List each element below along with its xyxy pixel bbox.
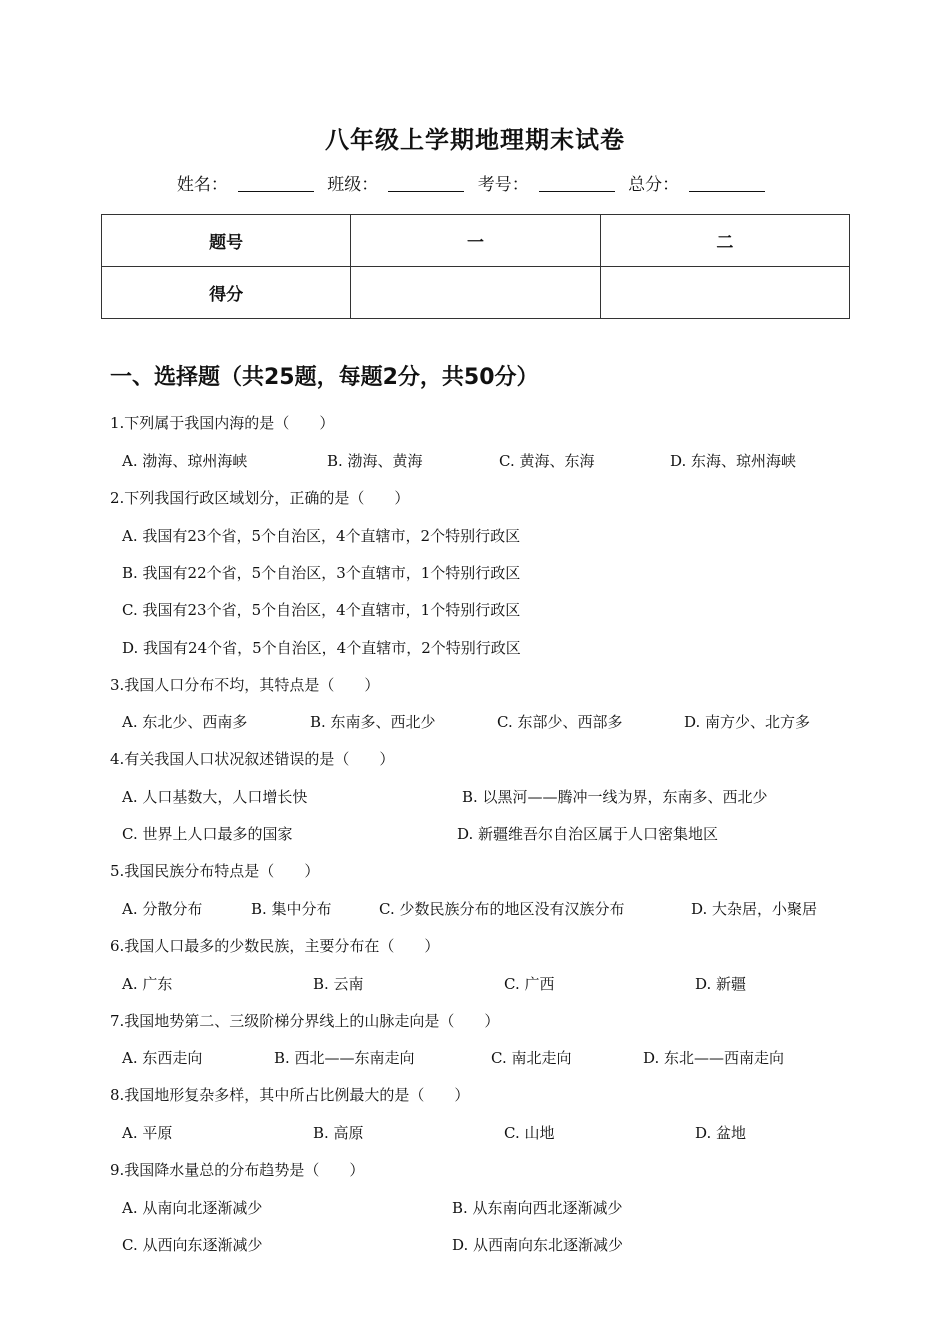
- option: B. 渤海、黄海: [327, 452, 423, 470]
- question-stem: 5.我国民族分布特点是（ ）: [110, 862, 320, 880]
- student-info-line: [0, 170, 950, 195]
- option: D. 南方少、北方多: [684, 713, 811, 731]
- option: D. 大杂居，小聚居: [691, 900, 818, 918]
- option: A. 渤海、琼州海峡: [122, 452, 248, 470]
- question-stem: 6.我国人口最多的少数民族，主要分布在（ ）: [110, 937, 440, 955]
- option: C. 从西向东逐渐减少: [122, 1236, 263, 1254]
- option: C. 山地: [504, 1124, 555, 1142]
- option: A. 东西走向: [122, 1049, 203, 1067]
- question-stem: 7.我国地势第二、三级阶梯分界线上的山脉走向是（ ）: [110, 1012, 500, 1030]
- score-table-header-cell: 一: [351, 215, 600, 267]
- option: C. 南北走向: [491, 1049, 572, 1067]
- name-blank[interactable]: [238, 175, 314, 192]
- option: B. 从东南向西北逐渐减少: [452, 1199, 623, 1217]
- option: C. 东部少、西部多: [497, 713, 623, 731]
- option: D. 东北——西南走向: [643, 1049, 785, 1067]
- section-heading: 一、选择题（共25题，每题2分，共50分）: [110, 365, 539, 390]
- option: B. 西北——东南走向: [274, 1049, 415, 1067]
- option: D. 我国有24个省，5个自治区，4个直辖市，2个特别行政区: [122, 639, 521, 657]
- total-blank[interactable]: [689, 175, 765, 192]
- exam-no-blank[interactable]: [539, 175, 615, 192]
- option: B. 以黑河——腾冲一线为界，东南多、西北少: [462, 788, 768, 806]
- option: D. 新疆: [695, 975, 747, 993]
- class-blank[interactable]: [388, 175, 464, 192]
- option: A. 我国有23个省，5个自治区，4个直辖市，2个特别行政区: [122, 527, 521, 545]
- class-label: 班级：: [327, 175, 379, 195]
- score-cell-section-2[interactable]: [600, 267, 849, 319]
- option: D. 东海、琼州海峡: [670, 452, 797, 470]
- option: B. 云南: [313, 975, 364, 993]
- option: D. 从西南向东北逐渐减少: [452, 1236, 624, 1254]
- option: A. 从南向北逐渐减少: [122, 1199, 263, 1217]
- question-stem: 3.我国人口分布不均，其特点是（ ）: [110, 676, 380, 694]
- score-table-header-row: [102, 215, 850, 267]
- option: B. 集中分布: [251, 900, 332, 918]
- question-stem: 4.有关我国人口状况叙述错误的是（ ）: [110, 750, 395, 768]
- option: A. 平原: [122, 1124, 173, 1142]
- option: B. 高原: [313, 1124, 364, 1142]
- total-label: 总分：: [628, 175, 680, 195]
- option: A. 分散分布: [122, 900, 203, 918]
- option: C. 广西: [504, 975, 555, 993]
- question-stem: 1.下列属于我国内海的是（ ）: [110, 414, 335, 432]
- option: A. 人口基数大，人口增长快: [122, 788, 308, 806]
- score-table: [101, 214, 850, 319]
- option: C. 世界上人口最多的国家: [122, 825, 293, 843]
- option: C. 黄海、东海: [499, 452, 595, 470]
- question-stem: 9.我国降水量总的分布趋势是（ ）: [110, 1161, 365, 1179]
- score-table-header-cell: 题号: [102, 215, 351, 267]
- option: D. 盆地: [695, 1124, 747, 1142]
- question-stem: 8.我国地形复杂多样，其中所占比例最大的是（ ）: [110, 1086, 470, 1104]
- option: C. 我国有23个省，5个自治区，4个直辖市，1个特别行政区: [122, 601, 521, 619]
- score-table-header-cell: 二: [600, 215, 849, 267]
- option: B. 东南多、西北少: [310, 713, 436, 731]
- name-label: 姓名：: [176, 175, 228, 195]
- option: A. 东北少、西南多: [122, 713, 248, 731]
- option: A. 广东: [122, 975, 173, 993]
- question-stem: 2.下列我国行政区域划分，正确的是（ ）: [110, 489, 410, 507]
- option: D. 新疆维吾尔自治区属于人口密集地区: [457, 825, 719, 843]
- option: B. 我国有22个省，5个自治区，3个直辖市，1个特别行政区: [122, 564, 521, 582]
- page-title: 八年级上学期地理期末试卷: [325, 126, 625, 154]
- exam-no-label: 考号：: [477, 175, 529, 195]
- option: C. 少数民族分布的地区没有汉族分布: [379, 900, 625, 918]
- score-cell-section-1[interactable]: [351, 267, 600, 319]
- score-table-score-row: [102, 267, 850, 319]
- score-row-label: 得分: [102, 267, 351, 319]
